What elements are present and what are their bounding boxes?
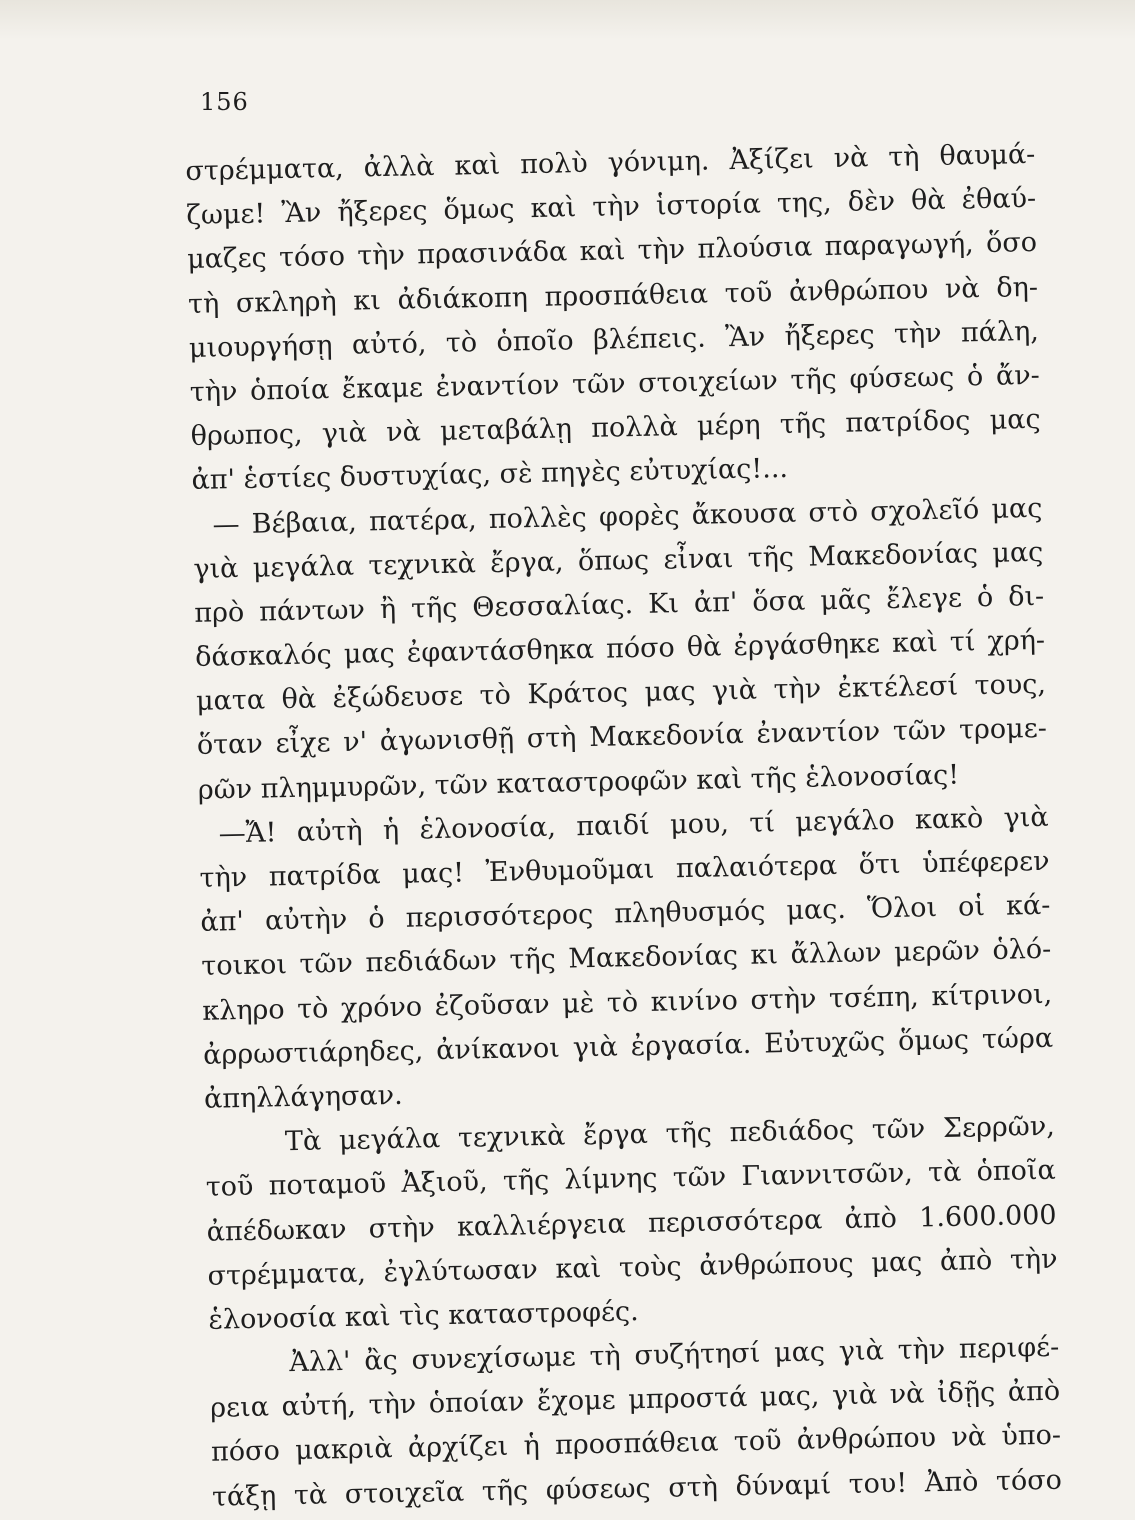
text-line: στρέμματα, ἐγλύτωσαν καὶ τοὺς ἀνθρώπους μας ἀπὸ τὴν — [207, 1243, 1058, 1292]
text-line: ματα θὰ ἐξώδευσε τὸ Κράτος μας γιὰ τὴν ἐκτέλεσί τους, — [195, 669, 1047, 718]
text-line: τὴ σκληρὴ κι ἀδιάκοπη προσπάθεια τοῦ ἀνθρώπου νὰ δη- — [187, 271, 1039, 320]
text-line: δάσκαλός μας ἐφαντάσθηκα πόσο θὰ ἐργάσθηκε καὶ τί χρή- — [194, 624, 1046, 673]
paragraph-start-line: Τὰ μεγάλα τεχνικὰ ἔργα τῆς πεδιάδος τῶν Σερρῶν, — [284, 1110, 1056, 1158]
text-line: θρωπος, γιὰ νὰ μεταβάλῃ πολλὰ μέρη τῆς πατρίδος μας — [190, 404, 1041, 453]
text-line: κληρο τὸ χρόνο ἐζοῦσαν μὲ τὸ κινίνο στὴν τσέπη, κίτρινοι, — [201, 978, 1053, 1027]
text-line: μαζες τόσο τὴν πρασινάδα καὶ τὴν πλούσια παραγωγή, ὅσο — [186, 227, 1038, 276]
text-line: πόσο μακριὰ ἀρχίζει ἡ προσπάθεια τοῦ ἀνθρώπου νὰ ὑπο- — [210, 1420, 1062, 1469]
page-edge-shadow — [0, 0, 1135, 40]
body-text — [185, 133, 1062, 1520]
text-line: ρῶν πλημμυρῶν, τῶν καταστροφῶν καὶ τῆς ἑλονοσίας! — [197, 759, 960, 806]
text-line: τὴν ὁποία ἔκαμε ἐναντίον τῶν στοιχείων τῆς φύσεως ὁ ἄν- — [189, 359, 1041, 408]
paragraph-start-line: Ἀλλ' ἂς συνεχίσωμε τὴ συζήτησί μας γιὰ τὴν περιφέ- — [289, 1331, 1060, 1379]
text-line: ὅταν εἶχε ν' ἀγωνισθῇ στὴ Μακεδονία ἐναντίον τῶν τρομε- — [196, 713, 1048, 762]
text-line: ἑλονοσία καὶ τὶς καταστροφές. — [208, 1296, 639, 1336]
text-line: ἀρρωστιάρηδες, ἀνίκανοι γιὰ ἐργασία. Εὐτυχῶς ὅμως τώρα — [202, 1022, 1054, 1071]
text-line: πρὸ πάντων ἢ τῆς Θεσσαλίας. Κι ἀπ' ὅσα μᾶς ἔλεγε ὁ δι- — [193, 580, 1045, 629]
text-line: τὴν πατρίδα μας! Ἐνθυμοῦμαι παλαιότερα ὅτι ὑπέφερεν — [199, 845, 1050, 894]
text-line: ἀπ' ἑστίες δυστυχίας, σὲ πηγὲς εὐτυχίας!... — [191, 453, 789, 497]
text-line: ζωμε! Ἂν ἤξερες ὅμως καὶ τὴν ἱστορία της, δὲν θὰ ἐθαύ- — [186, 183, 1037, 232]
dialogue-line: —Ἄ! αὐτὴ ἡ ἑλονοσία, παιδί μου, τί μεγάλο κακὸ γιὰ — [218, 801, 1049, 850]
text-line: μιουργήσῃ αὐτό, τὸ ὁποῖο βλέπεις. Ἂν ἤξερες τὴν πάλη, — [188, 315, 1040, 364]
text-line: τοικοι τῶν πεδιάδων τῆς Μακεδονίας κι ἄλλων μερῶν ὁλό- — [201, 934, 1052, 983]
dialogue-line: — Βέβαια, πατέρα, πολλὲς φορὲς ἄκουσα στὸ σχολεῖό μας — [212, 492, 1043, 541]
text-line: στρέμματα, ἀλλὰ καὶ πολὺ γόνιμη. Ἀξίζει νὰ τὴ θαυμά- — [185, 138, 1036, 187]
page-number: 156 — [200, 88, 249, 116]
text-line: ἀπ' αὐτὴν ὁ περισσότερος πληθυσμός μας. Ὅλοι οἱ κά- — [200, 889, 1051, 939]
text-line: τοῦ ποταμοῦ Ἀξιοῦ, τῆς λίμνης τῶν Γιαννιτσῶν, τὰ ὁποῖα — [205, 1155, 1056, 1204]
text-line: ἀπηλλάγησαν. — [203, 1079, 403, 1115]
text-line: ἀπέδωκαν στὴν καλλιέργεια περισσότερα ἀπὸ 1.600.000 — [206, 1199, 1057, 1248]
text-line: τάξῃ τὰ στοιχεῖα τῆς φύσεως στὴ δύναμί του! Ἀπὸ τόσο — [211, 1464, 1063, 1513]
text-line: ρεια αὐτή, τὴν ὁποίαν ἔχομε μπροστά μας, γιὰ νὰ ἰδῇς ἀπὸ — [209, 1375, 1061, 1424]
text-line: γιὰ μεγάλα τεχνικὰ ἔργα, ὅπως εἶναι τῆς Μακεδονίας μας — [193, 536, 1044, 585]
